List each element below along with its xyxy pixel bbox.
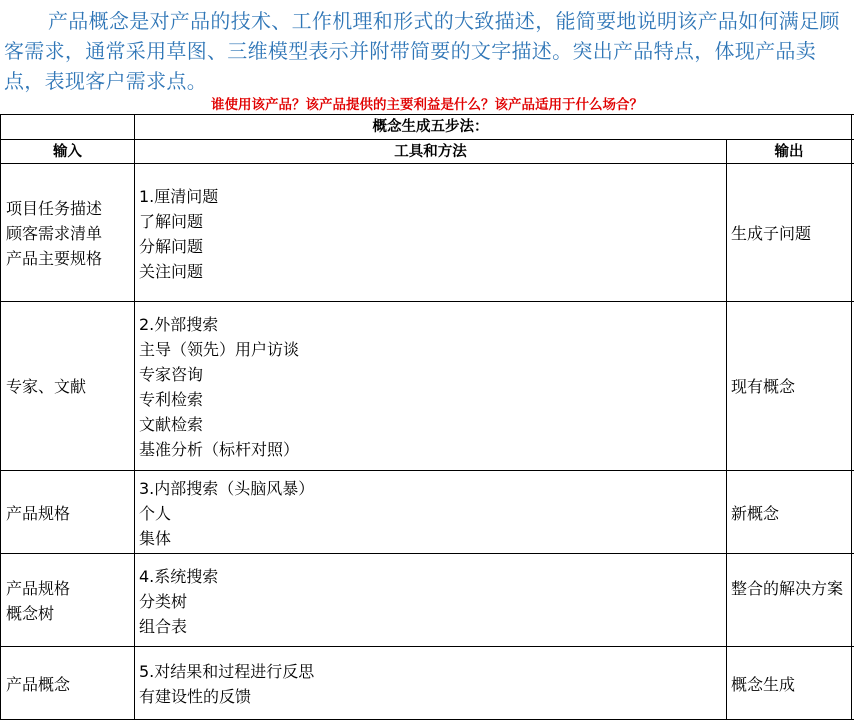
tool-line: 分类树 (139, 592, 188, 611)
intro-paragraph: 产品概念是对产品的技术、工作机理和形式的大致描述，能简要地说明该产品如何满足顾客需求，通常采用草图、三维模型表示并附带简要的文字描述。突出产品特点，体现产品卖点，表现客户需求点。 (4, 9, 840, 93)
row4-tools (139, 564, 218, 639)
tool-line: 关注问题 (139, 262, 204, 281)
tool-line: 文献检索 (139, 415, 204, 434)
tool-step-title: 2.外部搜索 (139, 315, 219, 334)
tool-line: 集体 (139, 529, 172, 548)
row5-output: 概念生成 (731, 675, 796, 694)
row5-input (6, 672, 132, 697)
row1-output: 生成子问题 (731, 224, 812, 243)
tool-line: 分解问题 (139, 237, 204, 256)
row1-input (6, 196, 132, 271)
header-tools: 工具和方法 (394, 143, 467, 160)
tool-line: 专利检索 (139, 390, 204, 409)
input-line: 项目任务描述 (6, 199, 103, 218)
row2-output: 现有概念 (731, 377, 796, 396)
input-line: 专家、文献 (6, 377, 87, 396)
row2-input (6, 374, 132, 399)
input-line: 概念树 (6, 604, 55, 623)
tool-step-title: 3.内部搜索（头脑风暴） (139, 479, 315, 498)
input-line: 产品概念 (6, 675, 71, 694)
table-title: 概念生成五步法： (372, 118, 489, 135)
row4-input (6, 576, 132, 626)
table-border-left (0, 114, 1, 720)
header-output: 输出 (774, 143, 804, 160)
table-border-right (851, 114, 852, 720)
table-col-divider (726, 139, 727, 720)
tool-step-title: 4.系统搜索 (139, 567, 219, 586)
table-border-top (0, 114, 854, 115)
table-col-divider (134, 114, 135, 720)
tool-line: 专家咨询 (139, 365, 204, 384)
input-line: 产品规格 (6, 579, 71, 598)
input-line: 产品主要规格 (6, 249, 103, 268)
row3-output: 新概念 (731, 504, 780, 523)
tool-line: 个人 (139, 504, 172, 523)
row5-tools (139, 659, 314, 709)
tool-line: 基准分析（标杆对照） (139, 440, 300, 459)
input-line: 产品规格 (6, 504, 71, 523)
tool-line: 有建设性的反馈 (139, 687, 252, 706)
input-line: 顾客需求清单 (6, 224, 103, 243)
tool-step-title: 1.厘清问题 (139, 187, 219, 206)
header-input: 输入 (53, 143, 82, 160)
row3-input (6, 501, 132, 526)
row1-tools (139, 184, 218, 284)
tool-line: 了解问题 (139, 212, 204, 231)
row4-output: 整合的解决方案 (731, 579, 844, 598)
row2-tools (139, 312, 299, 462)
key-questions: 谁使用该产品？该产品提供的主要利益是什么？该产品适用于什么场合？ (211, 97, 643, 113)
row3-tools (139, 476, 314, 551)
tool-line: 组合表 (139, 617, 188, 636)
tool-line: 主导（领先）用户访谈 (139, 340, 300, 359)
tool-step-title: 5.对结果和过程进行反思 (139, 662, 315, 681)
